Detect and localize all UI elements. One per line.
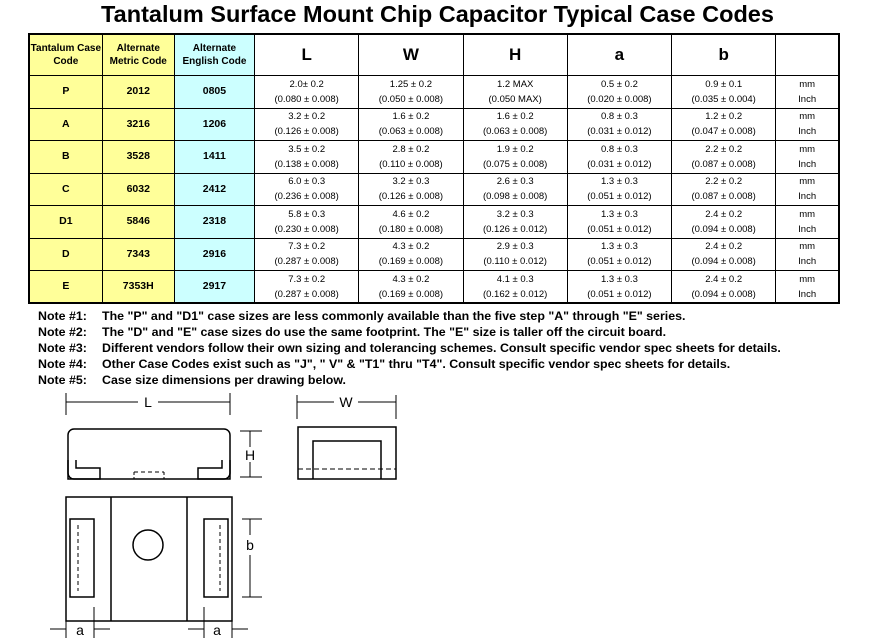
cell-a-value: (0.020 ± 0.008) [587,93,652,105]
case-code-table [28,33,840,304]
cell-case-code [29,173,102,206]
cell-b [672,76,776,109]
cell-units-value: Inch [798,191,817,203]
cell-english-code-value: 0805 [202,85,227,98]
cell-a-value: (0.051 ± 0.012) [587,223,652,235]
cell-L [255,238,359,271]
cell-b [672,141,776,174]
cell-units [776,173,839,206]
cell-L-value: (0.126 ± 0.008) [274,126,339,138]
cell-W [359,238,463,271]
cell-b-value: 2.4 ± 0.2 [705,273,743,285]
header-metric-code: Alternate Metric Code [102,34,174,76]
table-row [29,271,839,304]
cell-L [255,108,359,141]
cell-L-value: 3.2 ± 0.2 [288,111,326,123]
note-label: Note #4: [38,357,87,371]
case-dimension-drawing [0,385,420,638]
W-dimension [297,394,396,419]
cell-b-value: (0.087 ± 0.008) [691,158,756,170]
cell-metric-code-value: 7343 [126,247,150,260]
note-4 [38,356,781,372]
a-dimension-left [50,607,110,638]
cell-units-value: mm [799,241,816,253]
cell-b-value: 2.2 ± 0.2 [705,143,743,155]
note-label: Note #2: [38,325,87,339]
cell-H-value: 3.2 ± 0.3 [496,208,534,220]
cell-W-value: (0.126 ± 0.008) [378,191,444,203]
cell-metric-code [102,76,174,109]
cell-english-code [174,173,254,206]
note-label: Note #5: [38,373,87,387]
cell-metric-code [102,141,174,174]
cell-english-code [174,206,254,239]
table-row [29,108,839,141]
cell-L-value: 7.3 ± 0.2 [288,241,326,253]
cell-H-value: 2.9 ± 0.3 [496,241,534,253]
cell-W-value: 1.6 ± 0.2 [392,111,430,123]
cell-english-code-value: 1411 [203,150,226,163]
cell-a-value: 1.3 ± 0.3 [600,176,638,188]
cell-H [463,141,567,174]
cell-metric-code-value: 3528 [126,150,150,163]
header-L: L [255,34,359,76]
cell-metric-code [102,238,174,271]
note-text: Other Case Codes exist such as "J", " V" & "T1" thru "T4". Consult specific vendor spec sheets for details. [102,357,731,371]
cell-b-value: (0.035 ± 0.004) [691,93,756,105]
label-a-right: a [213,622,221,638]
cell-units-value: mm [799,273,816,285]
cell-b [672,173,776,206]
cell-L-value: 2.0± 0.2 [289,78,324,90]
cell-b-value: 2.4 ± 0.2 [705,208,743,220]
cell-units [776,271,839,304]
top-view [66,497,232,621]
H-dimension [240,431,262,477]
side-view [68,429,230,479]
note-text: The "D" and "E" case sizes do use the same footprint. The "E" size is taller off the circuit board. [102,325,667,339]
cell-case-code [29,238,102,271]
cell-W [359,271,463,304]
cell-units [776,108,839,141]
cell-H-value: (0.126 ± 0.012) [482,223,548,235]
cell-W-value: (0.180 ± 0.008) [378,223,444,235]
cell-L-value: (0.230 ± 0.008) [274,223,339,235]
cell-case-code-value: B [62,150,70,163]
cell-W-value: (0.063 ± 0.008) [378,126,444,138]
cell-case-code-value: D [62,247,70,260]
cell-units [776,206,839,239]
cell-W-value: 2.8 ± 0.2 [392,143,430,155]
cell-L [255,206,359,239]
label-W: W [339,394,353,410]
notes-section [38,308,781,388]
cell-b-value: (0.094 ± 0.008) [691,256,756,268]
cell-W-value: (0.050 ± 0.008) [378,93,444,105]
cell-H [463,238,567,271]
cell-metric-code [102,206,174,239]
cell-metric-code-value: 2012 [126,85,150,98]
end-view [298,427,396,479]
cell-L-value: (0.080 ± 0.008) [274,93,339,105]
cell-case-code [29,206,102,239]
table-header-row [29,34,839,76]
cell-units-value: Inch [798,223,817,235]
cell-W-value: 4.3 ± 0.2 [392,241,430,253]
cell-b [672,271,776,304]
cell-W-value: 3.2 ± 0.3 [392,176,430,188]
cell-units-value: mm [799,111,816,123]
cell-english-code-value: 1206 [202,117,227,130]
label-H: H [244,447,256,463]
cell-H-value: (0.098 ± 0.008) [482,191,548,203]
note-text: The "P" and "D1" case sizes are less commonly available than the five step "A" through "E" series. [102,309,686,323]
cell-H [463,173,567,206]
table-row [29,173,839,206]
cell-units-value: mm [799,143,816,155]
cell-case-code-value: A [62,117,70,130]
cell-case-code-value: C [62,182,70,195]
cell-L [255,271,359,304]
table-row [29,238,839,271]
table-row [29,206,839,239]
cell-metric-code [102,173,174,206]
note-text: Case size dimensions per drawing below. [102,373,346,387]
cell-W [359,141,463,174]
cell-W-value: 4.6 ± 0.2 [392,208,430,220]
cell-a [567,76,671,109]
cell-L-value: 6.0 ± 0.3 [288,176,326,188]
cell-L-value: (0.287 ± 0.008) [274,256,339,268]
cell-H-value: (0.162 ± 0.012) [482,288,548,300]
cell-L-value: (0.236 ± 0.008) [274,191,339,203]
header-H: H [463,34,567,76]
cell-metric-code [102,271,174,304]
cell-units-value: mm [799,78,816,90]
cell-metric-code [102,108,174,141]
cell-a-value: (0.051 ± 0.012) [587,288,652,300]
cell-b-value: 2.4 ± 0.2 [705,241,743,253]
cell-a-value: (0.051 ± 0.012) [587,191,652,203]
cell-b-value: (0.047 ± 0.008) [691,126,756,138]
cell-H [463,76,567,109]
cell-L-value: 7.3 ± 0.2 [288,273,326,285]
cell-a-value: 0.8 ± 0.3 [600,143,638,155]
cell-L-value: 3.5 ± 0.2 [288,143,326,155]
header-english-code: Alternate English Code [174,34,254,76]
cell-W [359,206,463,239]
cell-H-value: 4.1 ± 0.3 [496,273,534,285]
header-units [776,34,839,76]
label-a-left: a [76,622,84,638]
cell-a [567,141,671,174]
cell-units-value: Inch [798,288,817,300]
cell-H-value: (0.110 ± 0.012) [483,256,547,268]
cell-units-value: Inch [798,126,817,138]
cell-units-value: Inch [798,93,817,105]
note-text: Different vendors follow their own sizing and tolerancing schemes. Consult specific vendor spec sheets for details. [102,341,781,355]
cell-b-value: 1.2 ± 0.2 [705,111,743,123]
cell-H-value: 2.6 ± 0.3 [496,176,534,188]
cell-b [672,238,776,271]
cell-H [463,108,567,141]
cell-b-value: 2.2 ± 0.2 [705,176,743,188]
cell-H-value: (0.063 ± 0.008) [482,126,548,138]
cell-a [567,206,671,239]
cell-english-code-value: 2412 [202,182,227,195]
cell-H [463,271,567,304]
cell-W [359,173,463,206]
cell-a [567,271,671,304]
table-row [29,76,839,109]
cell-L [255,76,359,109]
cell-b-value: (0.094 ± 0.008) [691,223,756,235]
a-dimension-right [188,607,248,638]
cell-b [672,108,776,141]
cell-case-code [29,141,102,174]
cell-a-value: 0.8 ± 0.3 [600,111,638,123]
cell-english-code [174,271,254,304]
b-dimension [242,519,262,597]
cell-H-value: (0.075 ± 0.008) [482,158,548,170]
cell-b-value: (0.087 ± 0.008) [691,191,756,203]
label-b: b [246,537,254,553]
cell-L [255,173,359,206]
cell-H-value: 1.9 ± 0.2 [496,143,534,155]
cell-W-value: 4.3 ± 0.2 [392,273,430,285]
cell-english-code [174,141,254,174]
cell-english-code [174,76,254,109]
table-row [29,141,839,174]
header-b: b [672,34,776,76]
cell-L [255,141,359,174]
cell-english-code-value: 2318 [202,215,227,228]
cell-W-value: (0.110 ± 0.008) [379,158,443,170]
cell-a-value: 1.3 ± 0.3 [600,208,638,220]
cell-english-code-value: 2916 [202,247,227,260]
cell-W [359,108,463,141]
cell-H-value: 1.2 MAX [496,78,534,90]
cell-case-code-value: D1 [59,215,73,228]
cell-a-value: 1.3 ± 0.3 [600,241,638,253]
cell-units [776,76,839,109]
cell-english-code [174,238,254,271]
header-case-code: Tantalum Case Code [29,34,102,76]
cell-english-code [174,108,254,141]
cell-L-value: 5.8 ± 0.3 [288,208,326,220]
cell-a-value: (0.031 ± 0.012) [587,126,652,138]
cell-metric-code-value: 3216 [126,117,150,130]
cell-a-value: (0.051 ± 0.012) [587,256,652,268]
cell-units-value: mm [799,176,816,188]
cell-a-value: 1.3 ± 0.3 [600,273,638,285]
cell-case-code [29,108,102,141]
cell-b [672,206,776,239]
cell-a [567,238,671,271]
cell-metric-code-value: 7353H [122,280,154,292]
cell-a-value: (0.031 ± 0.012) [587,158,652,170]
cell-units-value: mm [799,208,816,220]
cell-case-code [29,271,102,304]
cell-a [567,173,671,206]
cell-units-value: Inch [798,256,817,268]
note-1 [38,308,781,324]
cell-H [463,206,567,239]
cell-W-value: (0.169 ± 0.008) [378,256,444,268]
header-a: a [567,34,671,76]
cell-case-code-value: P [62,85,70,98]
cell-a [567,108,671,141]
cell-H-value: (0.050 MAX) [488,93,542,105]
cell-a-value: 0.5 ± 0.2 [600,78,638,90]
cell-L-value: (0.138 ± 0.008) [274,158,339,170]
page-title: Tantalum Surface Mount Chip Capacitor Typical Case Codes [101,1,774,27]
cell-metric-code-value: 5846 [126,215,150,228]
cell-W-value: (0.169 ± 0.008) [378,288,444,300]
cell-units [776,141,839,174]
cell-W [359,76,463,109]
cell-case-code [29,76,102,109]
cell-W-value: 1.25 ± 0.2 [389,78,432,90]
note-label: Note #1: [38,309,87,323]
note-2 [38,324,781,340]
cell-H-value: 1.6 ± 0.2 [496,111,534,123]
cell-b-value: 0.9 ± 0.1 [705,78,743,90]
label-L: L [144,394,152,410]
note-3 [38,340,781,356]
cell-units [776,238,839,271]
cell-case-code-value: E [62,280,70,292]
L-dimension [66,393,230,415]
cell-units-value: Inch [798,158,817,170]
header-W: W [359,34,463,76]
cell-english-code-value: 2917 [202,280,227,292]
cell-L-value: (0.287 ± 0.008) [274,288,339,300]
cell-metric-code-value: 6032 [126,182,150,195]
note-label: Note #3: [38,341,87,355]
cell-b-value: (0.094 ± 0.008) [691,288,756,300]
